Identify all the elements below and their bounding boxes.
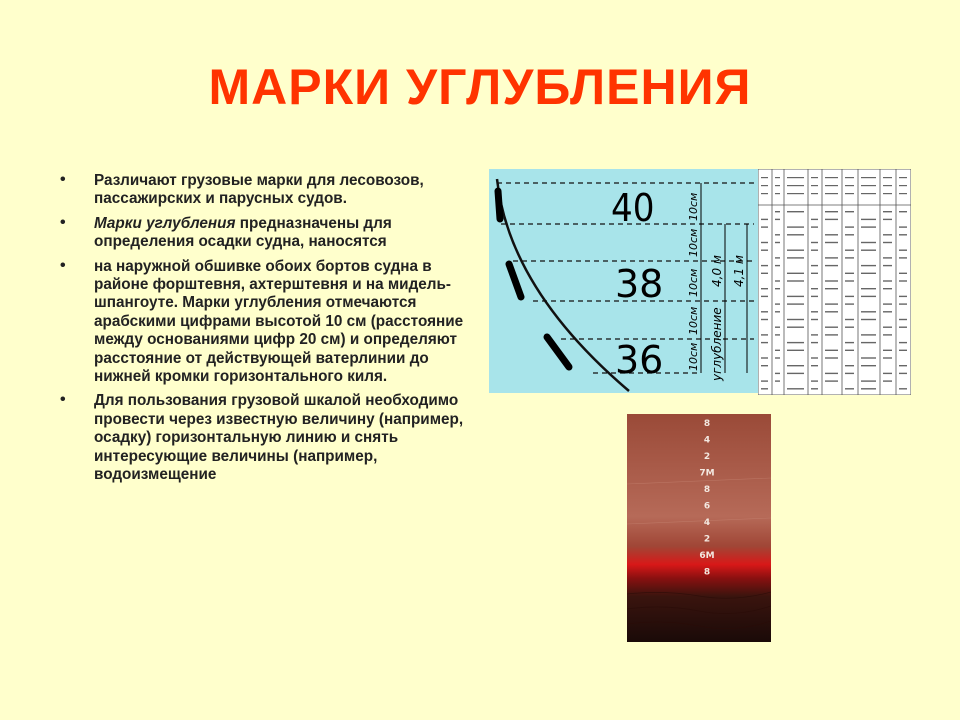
- draft-scale-digit: 4: [703, 518, 711, 528]
- dim-label: 10см: [687, 342, 700, 371]
- mark-40: 40: [611, 186, 655, 230]
- bullet-dot-icon: •: [60, 171, 66, 188]
- hull-draft-photo: [627, 414, 771, 642]
- bullet-text: предназначены для определения осадки судна, наносятся: [94, 214, 392, 251]
- draft-scale-digit: 7M: [699, 468, 715, 479]
- load-scale-table: [758, 169, 911, 395]
- dim-label-draft: углубление: [710, 307, 724, 381]
- mark-36: 36: [615, 338, 664, 382]
- draft-scale-digit: 2: [703, 534, 711, 545]
- bullet-italic-term: Марки углубления: [94, 214, 236, 232]
- bullet-item: [60, 258, 470, 387]
- dim-label: 10см: [687, 306, 700, 335]
- dim-label: 10см: [687, 268, 700, 297]
- draft-scale-digit: 4: [703, 435, 711, 446]
- draft-scale-digit: 6: [703, 501, 711, 512]
- dim-label-4-0: 4,0 м: [710, 255, 724, 287]
- bullet-item: [60, 215, 470, 252]
- draft-scale-digit: 8: [703, 485, 711, 495]
- draft-scale-digit: 6M: [699, 551, 715, 561]
- bullet-text: на наружной обшивке обоих бортов судна в районе форштевня, ахтерштевня и на мидель-шпангоуте. Марки углубления отмечаются арабскими цифрами высотой 10 см (расстояние между основаниями цифр 20 см) и определяют расстояние от действующей ватерлинии до нижней кромки горизонтального киля.: [94, 257, 464, 386]
- bullet-dot-icon: •: [60, 213, 66, 231]
- slide-title: МАРКИ УГЛУБЛЕНИЯ: [208, 59, 752, 115]
- bullet-item: [60, 172, 470, 209]
- bullet-text: Для пользования грузовой шкалой необходимо провести через известную величину (например, осадку) горизонтальную линию и снять интересующие величины (например, водоизмещение: [94, 392, 464, 484]
- mark-38: 38: [615, 262, 664, 306]
- draft-marks-diagram: [489, 169, 759, 393]
- dim-label: 10см: [687, 228, 700, 257]
- bullet-dot-icon: •: [60, 256, 66, 274]
- dim-label-4-1: 4,1 м: [732, 255, 746, 287]
- bullet-dot-icon: •: [60, 391, 66, 409]
- photo-background: [627, 414, 771, 642]
- draft-scale-digit: 2: [703, 452, 711, 462]
- draft-scale-digit: 8: [703, 419, 711, 429]
- dim-label: 10см: [687, 192, 700, 221]
- bullet-list: [60, 172, 470, 491]
- bullet-text: Различают грузовые марки для лесовозов, пассажирских и парусных судов.: [94, 172, 424, 208]
- bullet-item: [60, 392, 470, 484]
- draft-scale-digit: 8: [703, 567, 711, 578]
